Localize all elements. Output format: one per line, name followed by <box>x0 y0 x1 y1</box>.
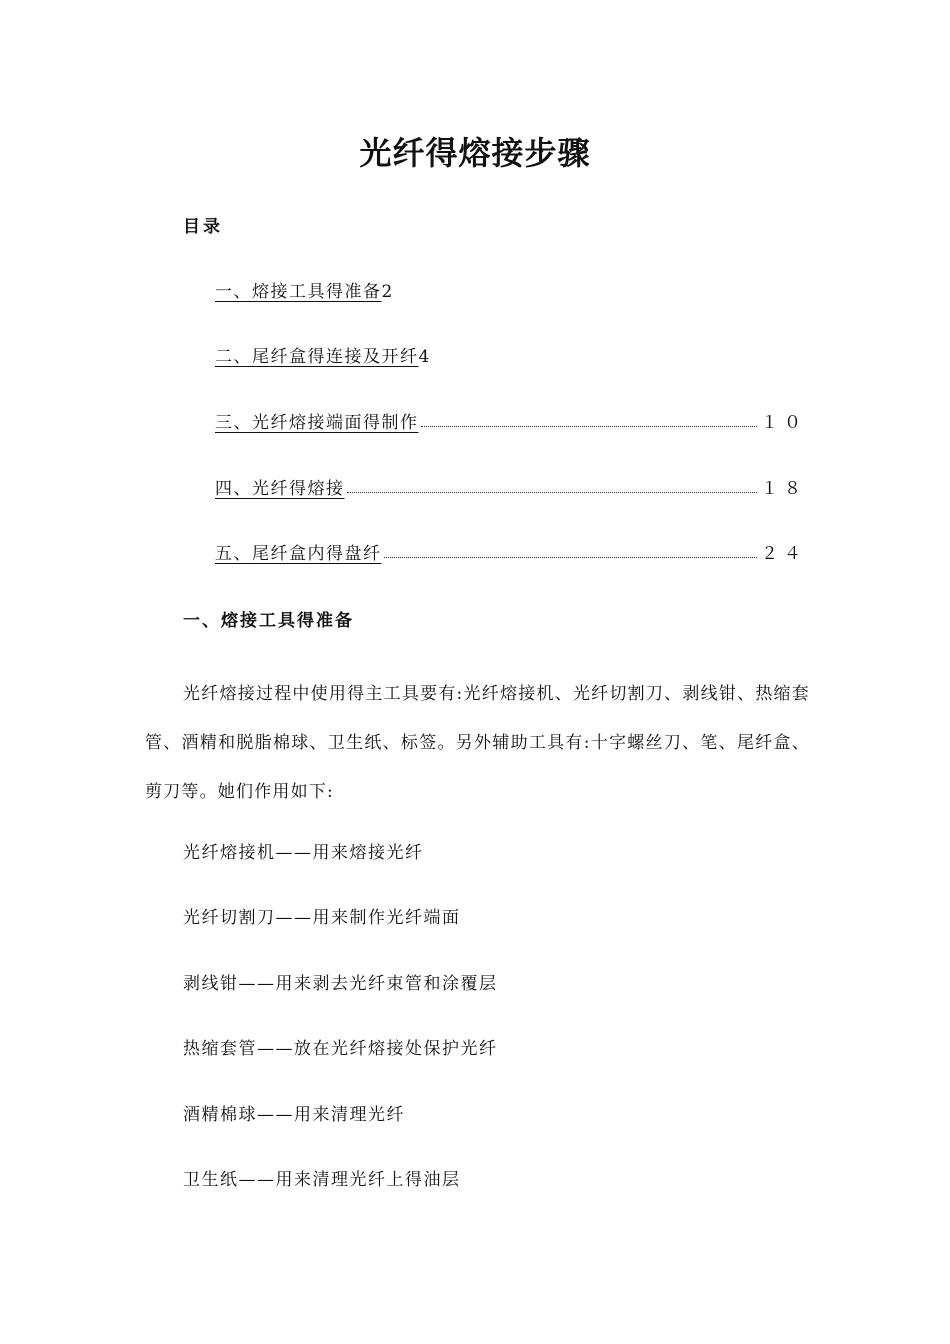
toc-leader-dots <box>347 491 758 493</box>
toc-heading: 目录 <box>183 217 223 237</box>
toc-entry-2[interactable] <box>215 343 435 367</box>
toc-entry-page: １８ <box>761 479 807 499</box>
tool-item: 热缩套管——放在光纤熔接处保护光纤 <box>183 1039 498 1059</box>
toc-entry-5[interactable] <box>215 540 807 564</box>
toc-entry-page: 4 <box>418 347 436 367</box>
toc-entry-page: ２４ <box>761 544 807 564</box>
tool-item: 剥线钳——用来剥去光纤束管和涂覆层 <box>183 974 498 994</box>
toc-entry-label[interactable]: 一、熔接工具得准备 <box>215 282 382 302</box>
intro-paragraph: 光纤熔接过程中使用得主工具要有:光纤熔接机、光纤切割刀、剥线钳、热缩套管、酒精和脱脂棉球、卫生纸、标签。另外辅助工具有:十字螺丝刀、笔、尾纤盒、剪刀等。她们作用如下: <box>145 684 810 802</box>
toc-leader-dots <box>421 425 758 427</box>
tool-item: 光纤熔接机——用来熔接光纤 <box>183 843 424 863</box>
toc-entry-1[interactable] <box>215 278 398 302</box>
toc-entry-label[interactable]: 五、尾纤盒内得盘纤 <box>215 544 382 564</box>
toc-leader-dots <box>384 556 758 558</box>
document-title: 光纤得熔接步骤 <box>359 134 591 172</box>
toc-entry-page: １０ <box>761 413 807 433</box>
tool-item: 酒精棉球——用来清理光纤 <box>183 1105 405 1125</box>
tool-item: 卫生纸——用来清理光纤上得油层 <box>183 1170 461 1190</box>
toc-entry-label[interactable]: 三、光纤熔接端面得制作 <box>215 413 419 433</box>
toc-entry-page: 2 <box>381 282 399 302</box>
toc-entry-3[interactable] <box>215 409 807 433</box>
toc-entry-label[interactable]: 二、尾纤盒得连接及开纤 <box>215 347 419 367</box>
section-heading: 一、熔接工具得准备 <box>183 611 354 631</box>
toc-entry-label[interactable]: 四、光纤得熔接 <box>215 479 345 499</box>
tool-item: 光纤切割刀——用来制作光纤端面 <box>183 908 461 928</box>
toc-entry-4[interactable] <box>215 475 807 499</box>
